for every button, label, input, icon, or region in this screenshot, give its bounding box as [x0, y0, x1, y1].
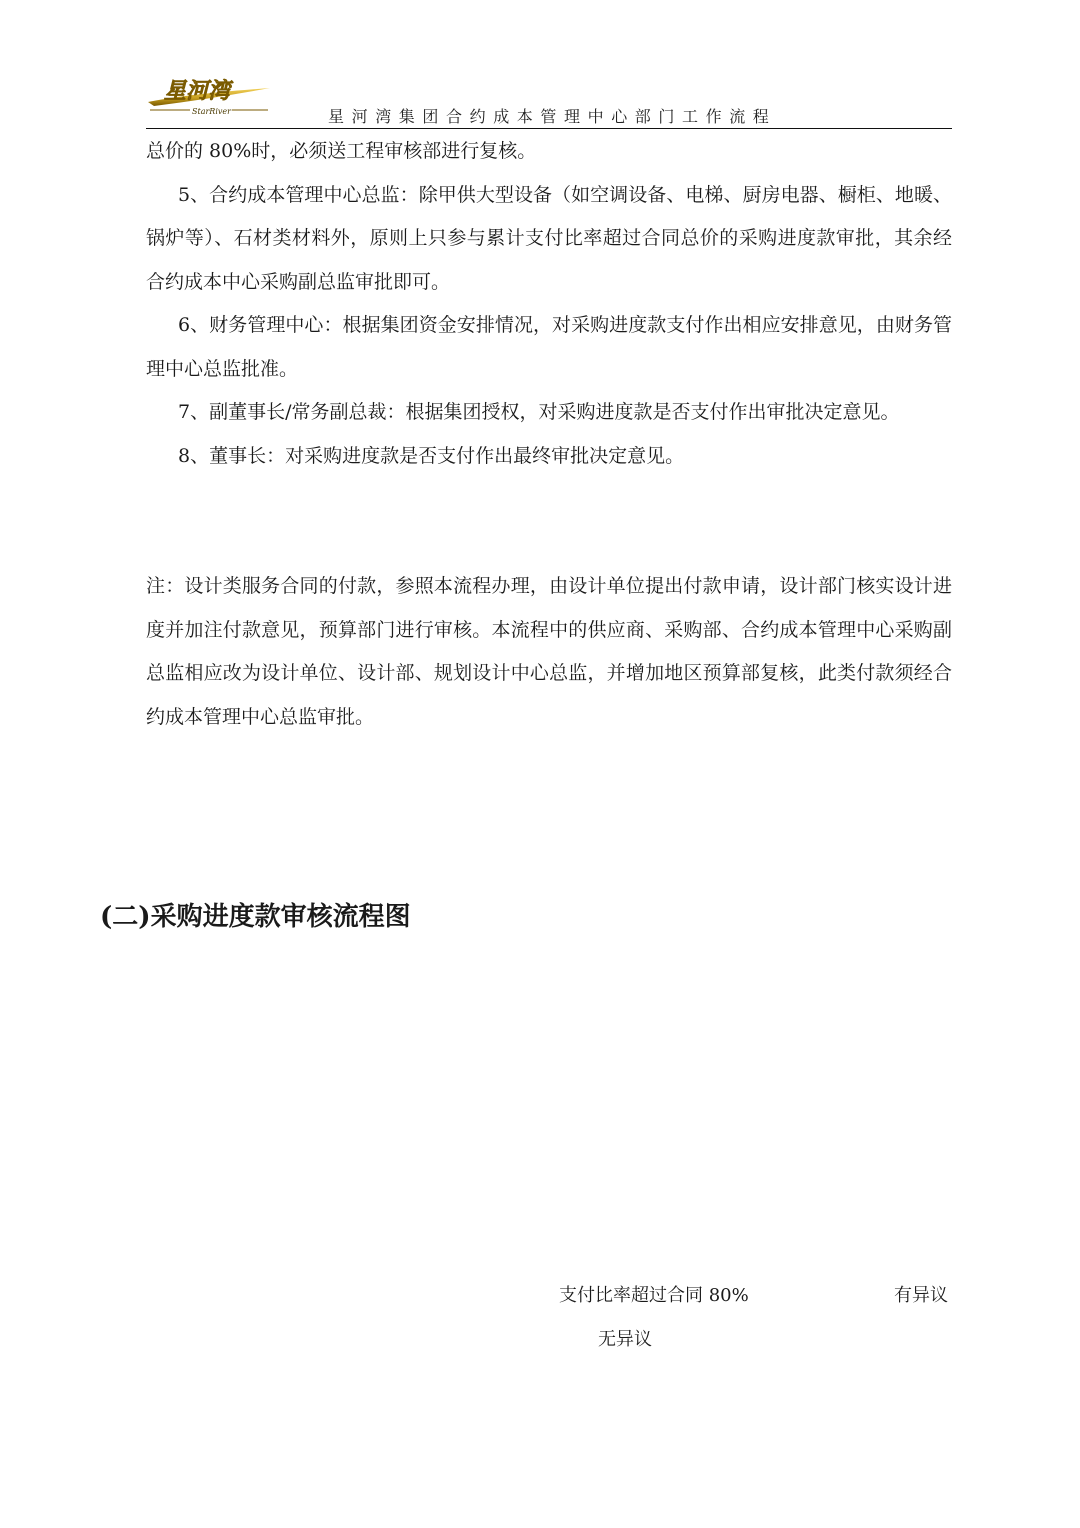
section-heading: (二)采购进度款审核流程图 — [100, 902, 411, 932]
logo-brand-en: StarRiver — [192, 107, 231, 116]
note-paragraph: 注：设计类服务合同的付款，参照本流程办理，由设计单位提出付款申请，设计部门核实设计进度并加注付款意见，预算部门进行审核。本流程中的供应商、采购部、合约成本管理中心采购副总监相应改为设计单位、设计部、规划设计中心总监，并增加地区预算部复核，此类付款须经合约成本管理中心总监审批。 — [146, 575, 952, 728]
logo-brand-cn: 星河湾 — [164, 78, 231, 104]
paragraph-item-5: 5、合约成本管理中心总监：除甲供大型设备（如空调设备、电梯、厨房电器、橱柜、地暖、锅炉等）、石材类材料外，原则上只参与累计支付比率超过合同总价的采购进度款审批，其余经合约成本中心采购副总监审批即可。 — [146, 183, 952, 293]
header-title: 星河湾集团合约成本管理中心部门工作流程 — [328, 107, 777, 126]
flow-label-over-80: 支付比率超过合同 80% — [559, 1285, 749, 1306]
paragraph-item-8: 8、董事长：对采购进度款是否支付作出最终审批决定意见。 — [178, 444, 685, 467]
paragraph-item-7: 7、副董事长/常务副总裁：根据集团授权，对采购进度款是否支付作出审批决定意见。 — [178, 401, 900, 423]
paragraph-item-6: 6、财务管理中心：根据集团资金安排情况，对采购进度款支付作出相应安排意见，由财务管理中心总监批准。 — [146, 314, 952, 380]
paragraph-continuation: 总价的 80%时，必须送工程审核部进行复核。 — [146, 140, 537, 162]
flow-label-no-objection: 无异议 — [598, 1329, 652, 1350]
note-block — [146, 565, 952, 739]
star-river-logo-icon — [146, 76, 272, 120]
flow-label-has-objection: 有异议 — [894, 1285, 948, 1306]
main-body — [146, 130, 952, 478]
header-divider — [146, 128, 952, 129]
company-logo — [146, 76, 272, 120]
